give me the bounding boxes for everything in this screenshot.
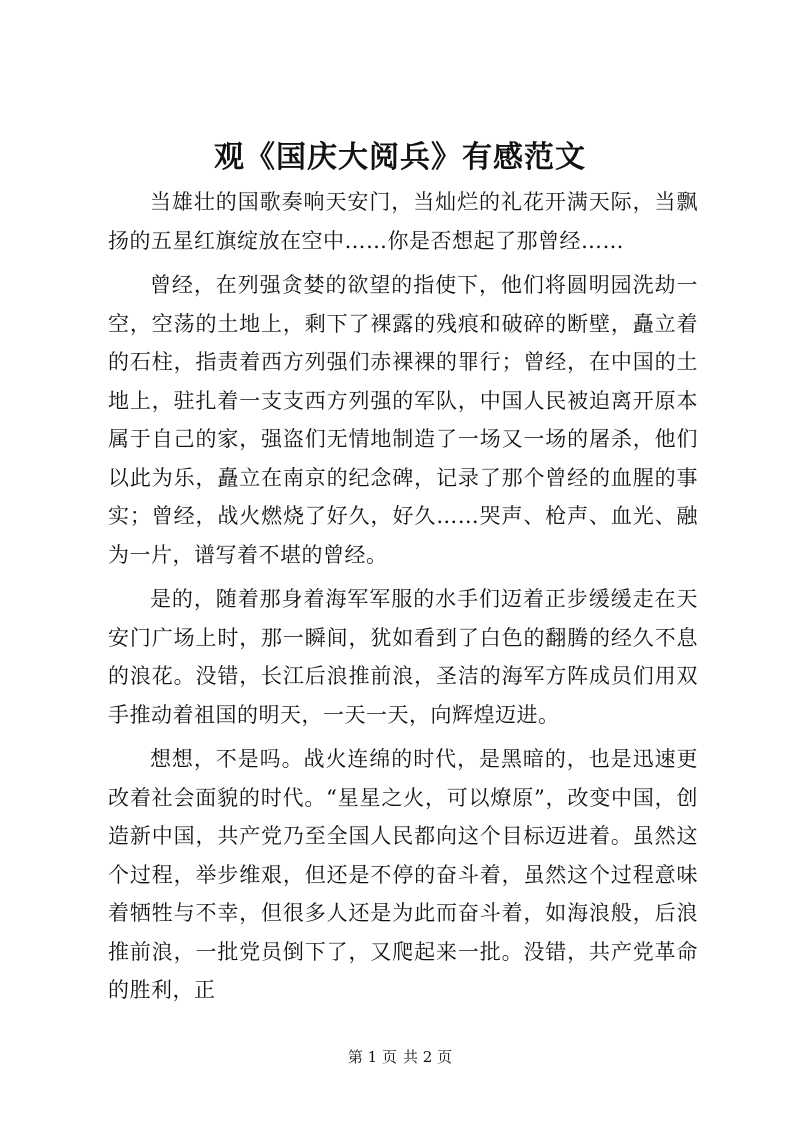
page-total: 共 2 页 (403, 1048, 453, 1066)
paragraph-1: 当雄壮的国歌奏响天安门，当灿烂的礼花开满天际，当飘扬的五星红旗绽放在空中……你是否想起了那曾经…… (108, 190, 698, 253)
paragraph-2: 曾经，在列强贪婪的欲望的指使下，他们将圆明园洗劫一空，空荡的土地上，剩下了裸露的残痕和破碎的断壁，矗立着的石柱，指责着西方列强们赤裸裸的罪行；曾经，在中国的土地上，驻扎着一支支西方列强的军队，中国人民被迫离开原本属于自己的家，强盗们无情地制造了一场又一场的屠杀，他们以此为乐，矗立在南京的纪念碑，记录了那个曾经的血腥的事实；曾经，战火燃烧了好久，好久……哭声、枪声、血光、融为一片，谱写着不堪的曾经。 (108, 273, 698, 567)
paragraph-4: 想想，不是吗。战火连绵的时代，是黑暗的，也是迅速更改着社会面貌的时代。“星星之火，可以燎原”，改变中国，创造新中国，共产党乃至全国人民都向这个目标迈进着。虽然这个过程，举步维艰，但还是不停的奋斗着，虽然这个过程意味着牺牲与不幸，但很多人还是为此而奋斗着，如海浪般，后浪推前浪，一批党员倒下了，又爬起来一批。没错，共产党革命的胜利，正 (108, 747, 698, 1002)
document-title: 观《国庆大阅兵》有感范文 (214, 140, 586, 175)
document-body (108, 183, 698, 1016)
paragraph-3: 是的，随着那身着海军军服的水手们迈着正步缓缓走在天安门广场上时，那一瞬间，犹如看到了白色的翻腾的经久不息的浪花。没错，长江后浪推前浪，圣洁的海军方阵成员们用双手推动着祖国的明天，一天一天，向辉煌迈进。 (108, 587, 698, 727)
page-footer (0, 1047, 800, 1067)
page-number: 第 1 页 (347, 1048, 397, 1066)
